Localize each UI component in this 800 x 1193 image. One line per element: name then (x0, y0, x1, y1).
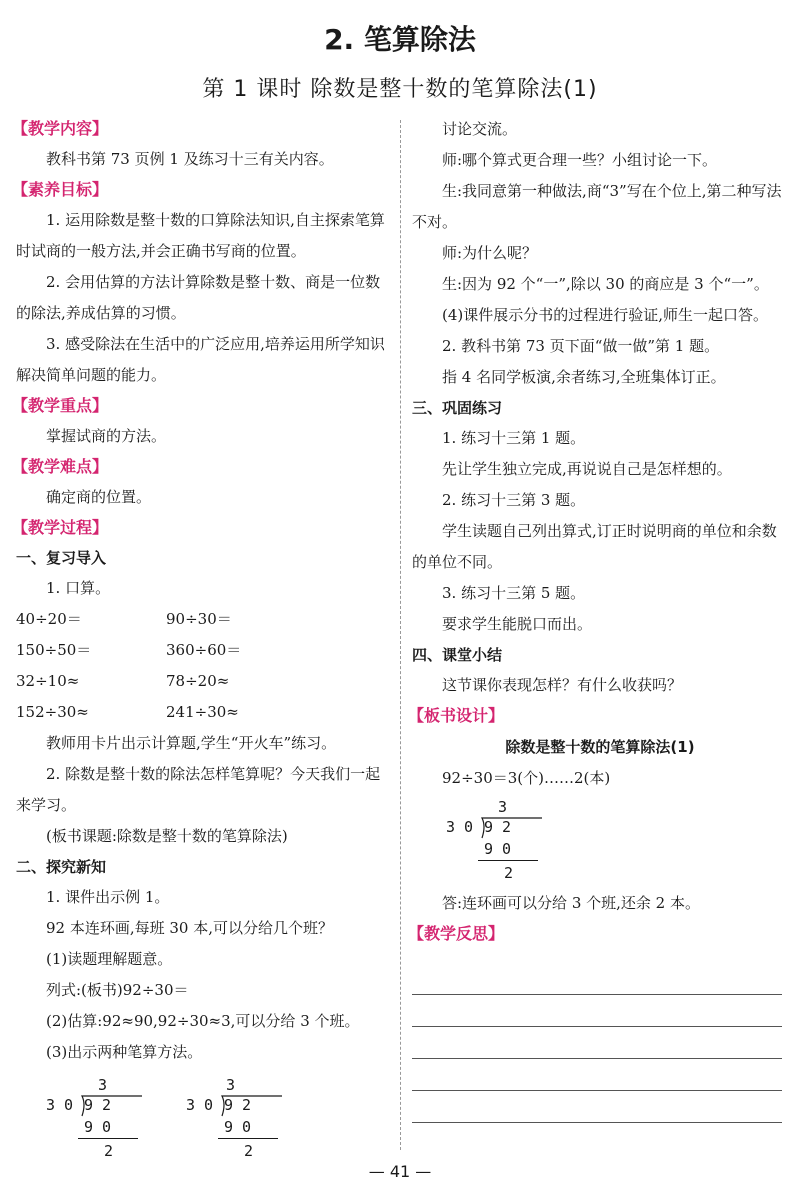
remainder: 2 (504, 864, 514, 882)
dividend: 9 2 (224, 1096, 252, 1114)
discussion-line: 2. 教科书第 73 页下面“做一做”第 1 题。 (442, 337, 720, 355)
practice-line: 2. 练习十三第 3 题。 (442, 491, 586, 509)
writing-line (412, 995, 782, 1027)
summary-text: 这节课你表现怎样？有什么收获吗？ (442, 676, 683, 694)
practice-line: 学生读题自己列出算式,订正时说明商的单位和余数的单位不同。 (412, 522, 777, 571)
oral-problem: 78÷20≈ (166, 672, 230, 690)
divisor: 3 0 (446, 818, 474, 836)
discussion-line: 师:哪个算式更合理一些？小组讨论一下。 (442, 151, 718, 169)
step-2-line: (2)估算:92≈90,92÷30≈3,可以分给 3 个班。 (46, 1012, 360, 1030)
product: 9 0 (224, 1118, 252, 1136)
step-2-line: (3)出示两种笔算方法。 (46, 1043, 203, 1061)
reflection-lines (412, 963, 788, 1123)
writing-line (412, 1027, 782, 1059)
oral-problem: 40÷20＝ (16, 610, 82, 628)
practice-line: 先让学生独立完成,再说说自己是怎样想的。 (442, 460, 732, 478)
column-divider (400, 120, 401, 1150)
oral-problem: 32÷10≈ (16, 672, 80, 690)
product: 9 0 (484, 840, 512, 858)
long-division-a (16, 1076, 146, 1166)
discussion-line: 生:我同意第一种做法,商“3”写在个位上,第二种写法不对。 (412, 182, 782, 231)
divisor: 3 0 (186, 1096, 214, 1114)
oral-problems (16, 604, 392, 728)
section-label-board: 【板书设计】 (408, 706, 505, 725)
step-2-title: 二、探究新知 (16, 858, 107, 876)
lesson-subtitle: 第 1 课时 除数是整十数的笔算除法(1) (202, 77, 598, 102)
quotient: 3 (98, 1076, 108, 1094)
subtraction-line (478, 860, 538, 861)
dividend: 9 2 (84, 1096, 112, 1114)
quotient: 3 (226, 1076, 236, 1094)
dividend: 9 2 (484, 818, 512, 836)
remainder: 2 (104, 1142, 114, 1160)
practice-line: 要求学生能脱口而出。 (442, 615, 593, 633)
long-division-methods (16, 1076, 392, 1166)
board-answer: 答:连环画可以分给 3 个班,还余 2 本。 (442, 894, 700, 912)
step-2-line: 92 本连环画,每班 30 本,可以分给几个班？ (46, 919, 334, 937)
practice-line: 1. 练习十三第 1 题。 (442, 429, 586, 447)
step-1-text-3: (板书课题:除数是整十数的笔算除法) (46, 827, 288, 845)
product: 9 0 (84, 1118, 112, 1136)
board-equation: 92÷30＝3(个)……2(本) (442, 769, 611, 787)
writing-line (412, 1059, 782, 1091)
discussion-line: 指 4 名同学板演,余者练习,全班集体订正。 (442, 368, 726, 386)
key-text: 掌握试商的方法。 (46, 427, 167, 445)
subtraction-line (78, 1138, 138, 1139)
page-title: 2. 笔算除法 (324, 23, 476, 56)
oral-problem: 241÷30≈ (166, 703, 239, 721)
section-label-goals: 【素养目标】 (12, 180, 109, 199)
quotient: 3 (498, 798, 508, 816)
step-2-line: (1)读题理解题意。 (46, 950, 173, 968)
subtraction-line (218, 1138, 278, 1139)
writing-line (412, 963, 782, 995)
discussion-line: 讨论交流。 (442, 120, 518, 138)
difficulty-text: 确定商的位置。 (46, 488, 152, 506)
long-division-board (416, 798, 546, 888)
section-label-reflection: 【教学反思】 (408, 924, 505, 943)
step-1-title: 一、复习导入 (16, 549, 107, 567)
oral-problem: 360÷60＝ (166, 641, 242, 659)
oral-problem: 152÷30≈ (16, 703, 89, 721)
step-1-text-2: 2. 除数是整十数的除法怎样笔算呢？今天我们一起来学习。 (16, 765, 381, 814)
step-2-line: 1. 课件出示例 1。 (46, 888, 170, 906)
section-label-difficulty: 【教学难点】 (12, 457, 109, 476)
step-3-title: 三、巩固练习 (412, 399, 503, 417)
goal-2: 2. 会用估算的方法计算除数是整十数、商是一位数的除法,养成估算的习惯。 (16, 273, 381, 322)
goal-1: 1. 运用除数是整十数的口算除法知识,自主探索笔算时试商的一般方法,并会正确书写商的位置。 (16, 211, 385, 260)
section-label-key: 【教学重点】 (12, 396, 109, 415)
discussion-line: 生:因为 92 个“一”,除以 30 的商应是 3 个“一”。 (442, 275, 769, 293)
discussion-line: 师:为什么呢？ (442, 244, 538, 262)
remainder: 2 (244, 1142, 254, 1160)
goal-3: 3. 感受除法在生活中的广泛应用,培养运用所学知识解决简单问题的能力。 (16, 335, 385, 384)
writing-line (412, 1091, 782, 1123)
oral-item: 1. 口算。 (46, 579, 111, 597)
discussion-line: (4)课件展示分书的过程进行验证,师生一起口答。 (442, 306, 769, 324)
content-text: 教科书第 73 页例 1 及练习十三有关内容。 (46, 150, 334, 168)
board-title: 除数是整十数的笔算除法(1) (505, 738, 695, 756)
oral-problem: 90÷30＝ (166, 610, 232, 628)
right-column (408, 114, 788, 1123)
section-label-process: 【教学过程】 (12, 518, 109, 537)
page-number: — 41 — (368, 1162, 432, 1181)
step-1-text-1: 教师用卡片出示计算题,学生“开火车”练习。 (46, 734, 337, 752)
long-division-b (156, 1076, 286, 1166)
divisor: 3 0 (46, 1096, 74, 1114)
step-4-title: 四、课堂小结 (412, 646, 503, 664)
section-label-content: 【教学内容】 (12, 119, 109, 138)
left-column (12, 114, 392, 1166)
oral-problem: 150÷50＝ (16, 641, 92, 659)
practice-line: 3. 练习十三第 5 题。 (442, 584, 586, 602)
step-2-line: 列式:(板书)92÷30＝ (46, 981, 189, 999)
